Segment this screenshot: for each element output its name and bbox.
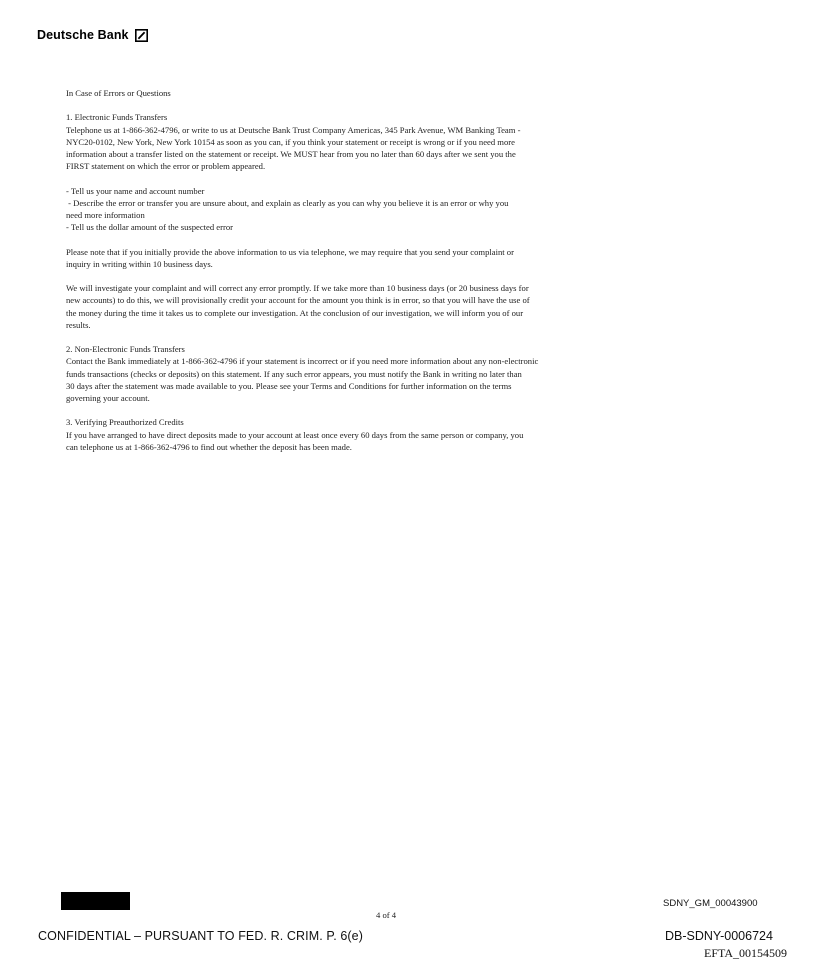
section-telephone-note [66,246,641,270]
section-title: 3. Verifying Preauthorized Credits [66,417,184,428]
page-number: 4 of 4 [376,910,397,920]
text-line: governing your account. [66,393,150,403]
text-line: NYC20-0102, New York, New York 10154 as soon as you can, if you think your statement or receipt is wrong or if you need more [66,136,515,147]
section-investigation [66,282,641,331]
text-line: Please note that if you initially provide the above information to us via telephone, we may require that you send your complaint or [66,246,514,257]
text-line: information about a transfer listed on the statement or receipt. We MUST hear from you no later than 60 days after we sent you the [66,149,516,159]
text-line: If you have arranged to have direct deposits made to your account at least once every 60 days from the same person or company, you [66,429,524,440]
list-item: need more information [66,210,145,220]
text-line: results. [66,319,91,330]
section-title: 2. Non-Electronic Funds Transfers [66,344,185,355]
bates-number-sdny-gm: SDNY_GM_00043900 [663,898,758,909]
deutsche-bank-logo-icon [135,29,148,42]
section-electronic-funds [66,111,641,172]
text-line: the money during the time it takes us to complete our investigation. At the conclusion of our investigation, we will inform you of our [66,307,524,318]
bates-number-db-sdny: DB-SDNY-0006724 [665,929,773,943]
text-line: new accounts) to do this, we will provisionally credit your account for the amount you think is in error, so that you will have the use of [66,295,530,306]
section-non-electronic-funds [66,343,641,404]
confidentiality-notice: CONFIDENTIAL – PURSUANT TO FED. R. CRIM. P. 6(e) [38,929,363,943]
document-body [66,87,641,453]
brand-name: Deutsche Bank [37,28,129,42]
bates-number-efta: EFTA_00154509 [704,946,788,960]
list-item: - Tell us the dollar amount of the suspected error [66,222,234,233]
text-line: 30 days after the statement was made available to you. Please see your Terms and Conditions for further information on the terms [66,380,512,391]
text-line: FIRST statement on which the error or problem appeared. [66,161,266,172]
text-line: Contact the Bank immediately at 1-866-362-4796 if your statement is incorrect or if you need more information about any non-electronic [66,356,539,367]
redaction-box [61,892,130,910]
section-preauthorized-credits [66,416,641,453]
section-checklist [66,185,641,234]
text-line: We will investigate your complaint and will correct any error promptly. If we take more than 10 business days (or 20 business days for [66,283,529,294]
list-item: - Tell us your name and account number [66,185,205,196]
section-title: 1. Electronic Funds Transfers [66,112,168,123]
text-line: inquiry in writing within 10 business days. [66,258,213,269]
text-line: Telephone us at 1-866-362-4796, or write to us at Deutsche Bank Trust Company Americas, 345 Park Avenue, WM Banking Team - [66,124,521,135]
page-heading: In Case of Errors or Questions [66,88,171,98]
text-line: can telephone us at 1-866-362-4796 to find out whether the deposit has been made. [66,441,352,452]
list-item: - Describe the error or transfer you are unsure about, and explain as clearly as you can why you believe it is an error or why you [66,197,509,208]
brand-header [37,28,148,42]
text-line: funds transactions (checks or deposits) on this statement. If any such error appears, you must notify the Bank in writing no later than [66,368,522,379]
